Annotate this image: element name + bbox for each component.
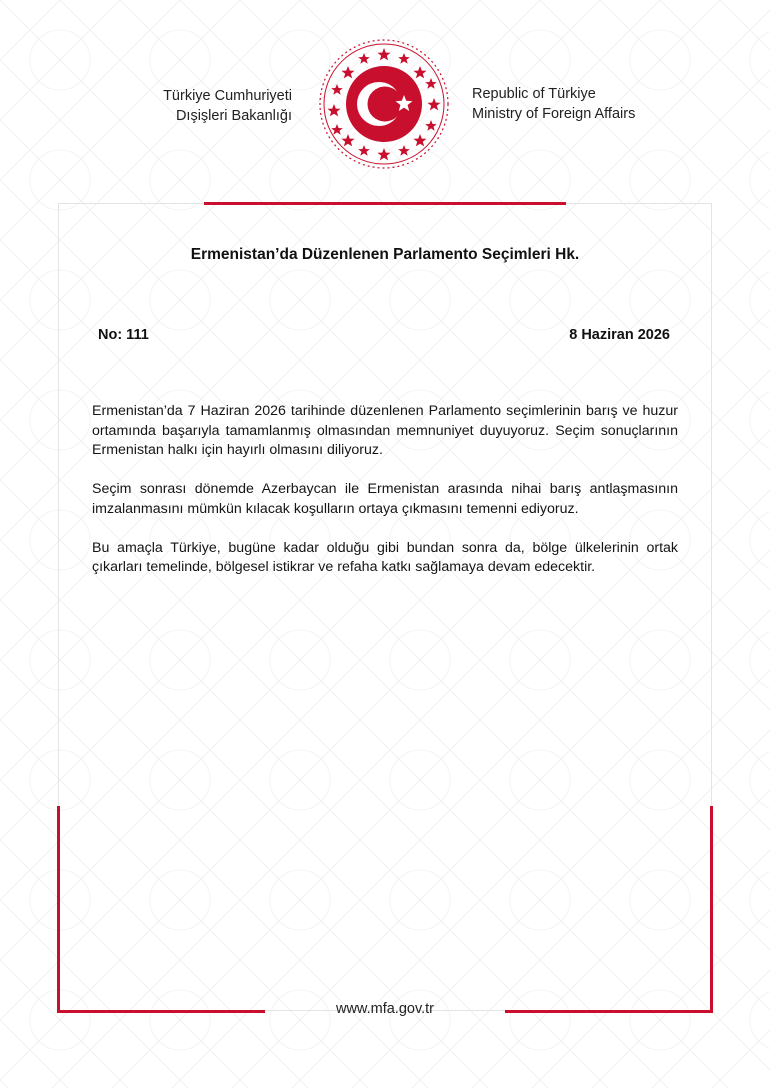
ministry-name-en-line1: Republic of Türkiye [472,86,596,102]
document-date: 8 Haziran 2026 [569,327,670,343]
crescent-star-emblem-icon [318,38,450,170]
frame-right-red-bar [710,806,713,1012]
ministry-name-en-line2: Ministry of Foreign Affairs [472,106,636,122]
paragraph: Seçim sonrası dönemde Azerbaycan ile Ermenistan arasında nihai barış antlaşmasının imzalanmasını mümkün kılacak koşulların ortaya çıkmasını temenni ediyoruz. [92,481,678,517]
document-frame [58,203,712,1011]
ministry-name-tr-line2: Dışişleri Bakanlığı [175,108,292,124]
paragraph: Bu amaçla Türkiye, bugüne kadar olduğu gibi bundan sonra da, bölge ülkelerinin ortak çıkarları temelinde, bölgesel istikrar ve refaha katkı sağlamaya devam edecektir. [92,539,678,575]
document-number: No: 111 [98,327,149,343]
document-body [92,402,678,597]
ministry-name-tr [163,86,292,126]
ministry-name-en [472,84,635,124]
paragraph: Ermenistan’da 7 Haziran 2026 tarihinde düzenlenen Parlamento seçimlerinin barış ve huzur ortamında başarıyla tamamlanmış olmasından memnuniyet duyuyoruz. Seçim sonuçlarının Ermenistan halkı için hayırlı olmasını diliyoruz. [92,403,678,458]
frame-left-red-bar [57,806,60,1012]
document-title: Ermenistan’da Düzenlenen Parlamento Seçimleri Hk. [190,246,580,263]
frame-top-red-bar [204,202,566,205]
footer-website-link[interactable]: www.mfa.gov.tr [335,1001,435,1017]
ministry-name-tr-line1: Türkiye Cumhuriyeti [163,88,292,104]
